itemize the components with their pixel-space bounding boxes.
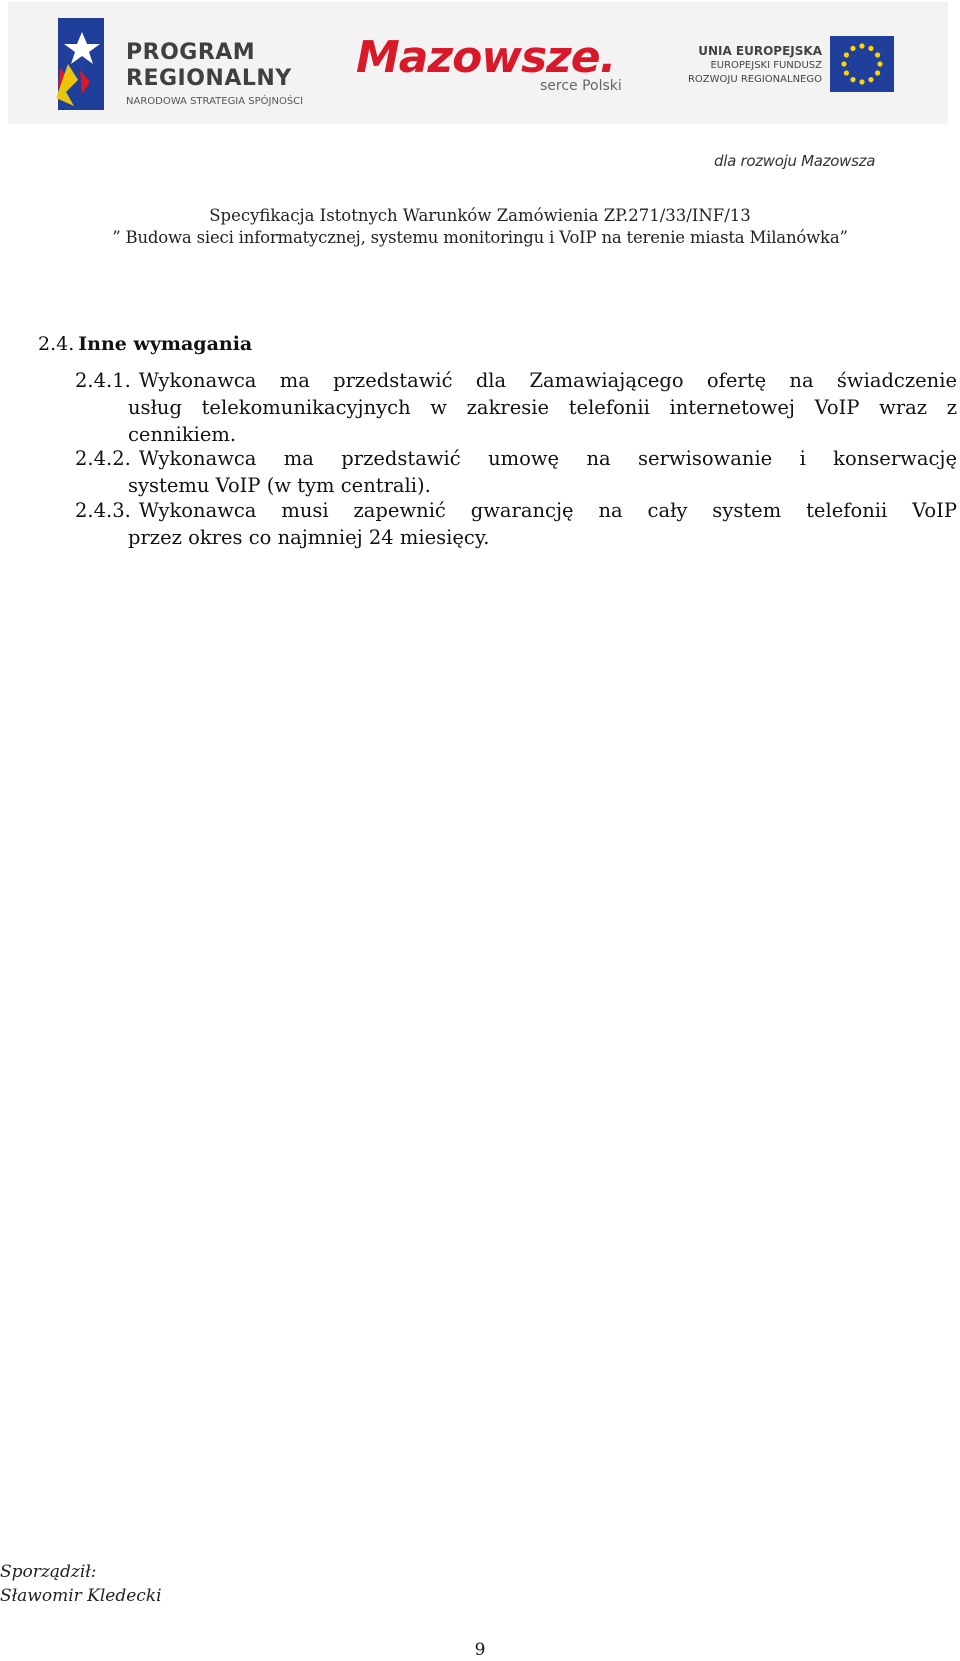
section-number: 2.4. <box>38 333 75 355</box>
eu-line2: EUROPEJSKI FUNDUSZ <box>710 60 822 71</box>
item-text-first-line: Wykonawca musi zapewnić gwarancję na cały system telefonii VoIP <box>138 499 957 522</box>
program-regionalny-emblem-icon <box>52 18 110 110</box>
item-text-first-line: Wykonawca ma przedstawić dla Zamawiającego ofertę na świadczenie <box>138 369 957 392</box>
mazowsze-logo <box>356 32 636 102</box>
list-item <box>75 367 957 448</box>
mazowsze-wordmark: Mazowsze. <box>356 32 616 83</box>
eu-line1: UNIA EUROPEJSKA <box>698 44 822 58</box>
mazowsze-subtitle: serce Polski <box>540 78 622 94</box>
item-text-continuation: przez okres co najmniej 24 miesięcy. <box>128 526 490 549</box>
tagline: dla rozwoju Mazowsza <box>714 152 876 170</box>
item-number: 2.4.3. <box>75 499 131 522</box>
document-header-subtitle: ” Budowa sieci informatycznej, systemu monitoringu i VoIP na terenie miasta Milanówka” <box>112 228 848 247</box>
section-heading <box>38 333 252 355</box>
list-item <box>75 445 957 499</box>
section-title: Inne wymagania <box>78 333 253 355</box>
footer-author-name: Sławomir Kledecki <box>0 1586 162 1606</box>
page-number: 9 <box>474 1640 486 1660</box>
footer-prepared-by-label: Sporządził: <box>0 1562 97 1582</box>
item-text-continuation: usług telekomunikacyjnych w zakresie telefonii internetowej VoIP wraz z cennikiem. <box>128 396 957 446</box>
eu-flag-icon <box>830 36 894 92</box>
list-item <box>75 497 957 551</box>
item-number: 2.4.2. <box>75 447 131 470</box>
program-regionalny-logo <box>52 18 332 110</box>
eu-logo <box>670 36 930 96</box>
program-regionalny-line2: REGIONALNY <box>126 66 292 91</box>
logo-banner <box>8 2 948 124</box>
document-header-title: Specyfikacja Istotnych Warunków Zamówienia ZP.271/33/INF/13 <box>209 206 751 225</box>
item-text-continuation: systemu VoIP (w tym centrali). <box>128 474 431 497</box>
program-regionalny-line1: PROGRAM <box>126 40 256 65</box>
program-regionalny-line3: NARODOWA STRATEGIA SPÓJNOŚCI <box>126 96 304 107</box>
item-number: 2.4.1. <box>75 369 131 392</box>
eu-line3: ROZWOJU REGIONALNEGO <box>687 74 822 85</box>
item-text-first-line: Wykonawca ma przedstawić umowę na serwisowanie i konserwację <box>138 447 957 470</box>
